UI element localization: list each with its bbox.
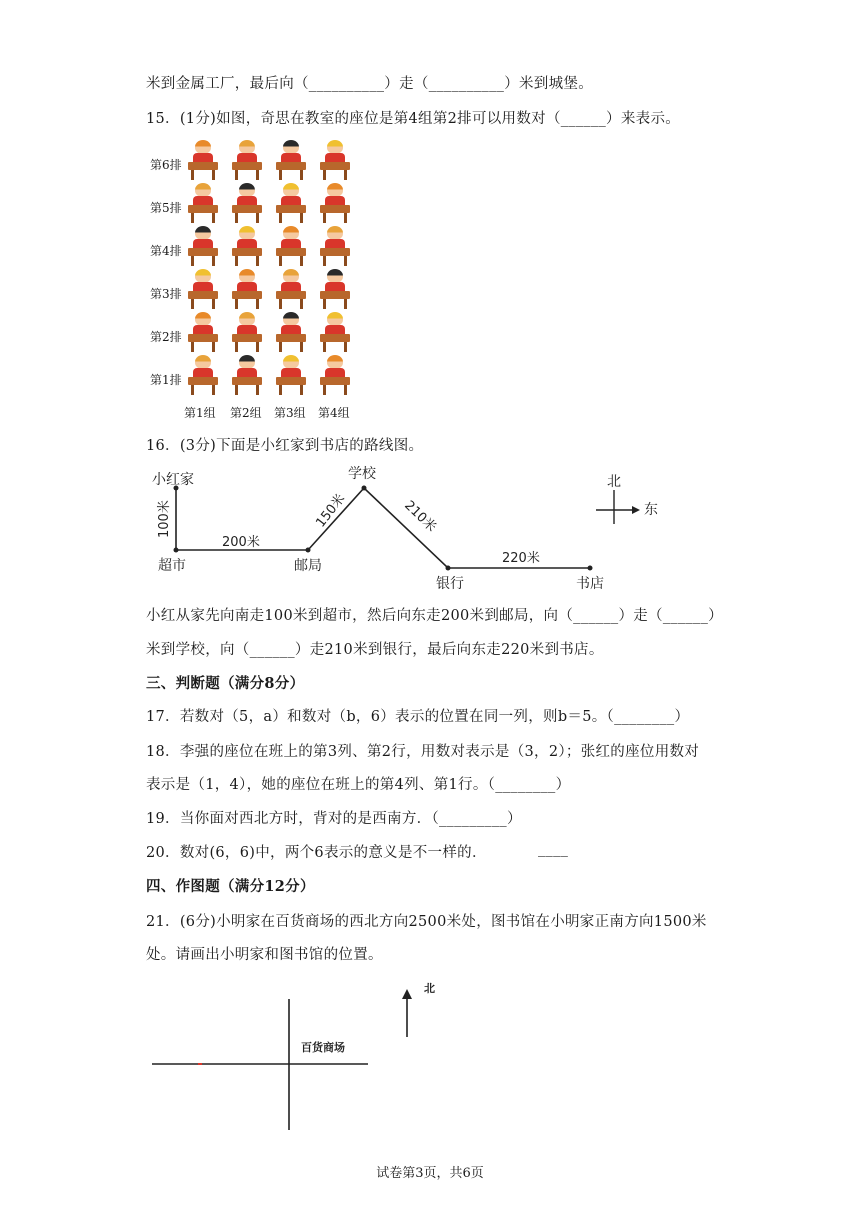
student-desk bbox=[230, 312, 264, 352]
student-desk bbox=[186, 140, 220, 180]
desk-icon bbox=[188, 377, 218, 385]
desk-icon bbox=[276, 248, 306, 256]
store-label: 百货商场 bbox=[301, 1041, 345, 1054]
bank-dot bbox=[446, 566, 451, 571]
classroom-figure bbox=[146, 136, 366, 426]
distance-school-bank: 210米 bbox=[401, 498, 439, 536]
student-desk bbox=[318, 226, 352, 266]
row-label-2: 第2排 bbox=[150, 330, 182, 344]
desk-leg bbox=[344, 299, 347, 309]
desk-leg bbox=[212, 342, 215, 352]
desk-leg bbox=[279, 170, 282, 180]
desk-leg bbox=[323, 299, 326, 309]
bank-label: 银行 bbox=[436, 576, 464, 592]
desk-leg bbox=[323, 170, 326, 180]
desk-icon bbox=[232, 205, 262, 213]
student-head-icon bbox=[283, 312, 299, 326]
desk-icon bbox=[232, 162, 262, 170]
desk-leg bbox=[300, 213, 303, 223]
student-head-icon bbox=[195, 269, 211, 283]
student-desk bbox=[318, 355, 352, 395]
student-head-icon bbox=[327, 269, 343, 283]
desk-leg bbox=[279, 299, 282, 309]
student-desk bbox=[230, 226, 264, 266]
student-desk bbox=[186, 269, 220, 309]
desk-icon bbox=[320, 205, 350, 213]
desk-leg bbox=[344, 385, 347, 395]
student-head-icon bbox=[239, 269, 255, 283]
desk-leg bbox=[235, 170, 238, 180]
student-head-icon bbox=[283, 269, 299, 283]
student-head-icon bbox=[239, 226, 255, 240]
question-21-line-2: 处。请画出小明家和图书馆的位置。 bbox=[146, 947, 383, 963]
desk-leg bbox=[300, 342, 303, 352]
student-head-icon bbox=[283, 140, 299, 154]
desk-leg bbox=[344, 342, 347, 352]
desk-icon bbox=[188, 334, 218, 342]
desk-icon bbox=[276, 377, 306, 385]
desk-icon bbox=[320, 162, 350, 170]
student-desk bbox=[230, 355, 264, 395]
route-map bbox=[146, 460, 666, 595]
student-desk bbox=[230, 183, 264, 223]
north-arrow-label: 北 bbox=[424, 982, 435, 995]
desk-icon bbox=[188, 205, 218, 213]
question-16: 16．(3分)下面是小红家到书店的路线图。 bbox=[146, 438, 424, 454]
student-desk bbox=[274, 183, 308, 223]
desk-leg bbox=[300, 385, 303, 395]
student-desk bbox=[230, 269, 264, 309]
student-head-icon bbox=[239, 312, 255, 326]
row-label-6: 第6排 bbox=[150, 158, 182, 172]
row-label-4: 第4排 bbox=[150, 244, 182, 258]
distance-post-school: 150米 bbox=[313, 491, 349, 531]
student-head-icon bbox=[327, 312, 343, 326]
desk-leg bbox=[279, 256, 282, 266]
student-head-icon bbox=[195, 355, 211, 369]
distance-home-market: 100米 bbox=[157, 500, 172, 538]
desk-icon bbox=[320, 248, 350, 256]
student-desk bbox=[186, 183, 220, 223]
desk-leg bbox=[323, 256, 326, 266]
desk-leg bbox=[256, 256, 259, 266]
distance-bank-bookstore: 220米 bbox=[502, 551, 540, 566]
desk-leg bbox=[191, 256, 194, 266]
section-3-heading: 三、判断题（满分8分） bbox=[146, 675, 305, 692]
student-head-icon bbox=[239, 183, 255, 197]
student-desk bbox=[186, 226, 220, 266]
desk-leg bbox=[191, 385, 194, 395]
desk-leg bbox=[300, 299, 303, 309]
desk-leg bbox=[344, 170, 347, 180]
student-desk bbox=[230, 140, 264, 180]
desk-icon bbox=[320, 377, 350, 385]
student-desk bbox=[274, 355, 308, 395]
student-desk bbox=[318, 140, 352, 180]
desk-leg bbox=[256, 342, 259, 352]
desk-leg bbox=[212, 213, 215, 223]
student-head-icon bbox=[327, 355, 343, 369]
student-desk bbox=[274, 226, 308, 266]
question-21-line-1: 21．(6分)小明家在百货商场的西北方向2500米处，图书馆在小明家正南方向1500米 bbox=[146, 914, 707, 930]
distance-market-post: 200米 bbox=[222, 535, 260, 550]
desk-leg bbox=[256, 170, 259, 180]
desk-leg bbox=[256, 385, 259, 395]
desk-icon bbox=[232, 291, 262, 299]
student-head-icon bbox=[239, 355, 255, 369]
student-head-icon bbox=[283, 183, 299, 197]
bookstore-dot bbox=[588, 566, 593, 571]
desk-icon bbox=[276, 162, 306, 170]
compass-icon bbox=[596, 474, 658, 524]
student-desk bbox=[318, 183, 352, 223]
post-label: 邮局 bbox=[294, 558, 322, 574]
question-18-line-2: 表示是（1，4），她的座位在班上的第4列、第1行。（________） bbox=[146, 777, 571, 793]
question-20-blank[interactable]: ____ bbox=[538, 841, 569, 857]
desk-leg bbox=[344, 213, 347, 223]
desk-leg bbox=[235, 385, 238, 395]
desk-leg bbox=[212, 385, 215, 395]
student-desk bbox=[186, 355, 220, 395]
desk-leg bbox=[191, 299, 194, 309]
student-head-icon bbox=[327, 183, 343, 197]
student-desk bbox=[274, 312, 308, 352]
desk-icon bbox=[232, 334, 262, 342]
desk-leg bbox=[256, 213, 259, 223]
desk-leg bbox=[235, 299, 238, 309]
group-label-3: 第3组 bbox=[274, 406, 306, 420]
school-label: 学校 bbox=[348, 466, 376, 482]
bookstore-label: 书店 bbox=[576, 576, 604, 592]
student-head-icon bbox=[195, 183, 211, 197]
student-head-icon bbox=[283, 226, 299, 240]
compass-east-label: 东 bbox=[644, 502, 658, 518]
desk-leg bbox=[279, 213, 282, 223]
question-16-text-2: 米到学校，向（______）走210米到银行，最后向东走220米到书店。 bbox=[146, 642, 604, 658]
desk-icon bbox=[188, 248, 218, 256]
student-head-icon bbox=[327, 226, 343, 240]
desk-icon bbox=[276, 205, 306, 213]
student-desk bbox=[186, 312, 220, 352]
group-label-4: 第4组 bbox=[318, 406, 350, 420]
group-label-1: 第1组 bbox=[184, 406, 216, 420]
desk-icon bbox=[232, 248, 262, 256]
desk-leg bbox=[279, 385, 282, 395]
student-desk bbox=[274, 269, 308, 309]
question-19: 19．当你面对西北方时，背对的是西南方．（_________） bbox=[146, 811, 522, 827]
desk-leg bbox=[235, 256, 238, 266]
question-20: 20．数对(6，6)中，两个6表示的意义是不一样的． bbox=[146, 845, 487, 861]
north-arrow-icon bbox=[402, 982, 435, 1037]
desk-icon bbox=[232, 377, 262, 385]
desk-leg bbox=[212, 299, 215, 309]
desk-leg bbox=[212, 170, 215, 180]
desk-leg bbox=[191, 342, 194, 352]
school-dot bbox=[362, 486, 367, 491]
desk-icon bbox=[320, 334, 350, 342]
student-head-icon bbox=[283, 355, 299, 369]
desk-leg bbox=[212, 256, 215, 266]
student-head-icon bbox=[195, 226, 211, 240]
desk-icon bbox=[188, 291, 218, 299]
desk-leg bbox=[300, 170, 303, 180]
question-17: 17．若数对（5，a）和数对（b，6）表示的位置在同一列，则b＝5。（________） bbox=[146, 709, 690, 725]
desk-icon bbox=[276, 291, 306, 299]
student-head-icon bbox=[239, 140, 255, 154]
section-4-heading: 四、作图题（满分12分） bbox=[146, 878, 315, 895]
desk-leg bbox=[256, 299, 259, 309]
student-head-icon bbox=[327, 140, 343, 154]
question-15: 15．(1分)如图，奇思在教室的座位是第4组第2排可以用数对（______）来表示。 bbox=[146, 111, 681, 127]
desk-leg bbox=[323, 385, 326, 395]
desk-leg bbox=[235, 342, 238, 352]
row-label-5: 第5排 bbox=[150, 201, 182, 215]
row-label-3: 第3排 bbox=[150, 287, 182, 301]
market-label: 超市 bbox=[158, 558, 186, 574]
home-label: 小红家 bbox=[152, 472, 194, 488]
group-label-2: 第2组 bbox=[230, 406, 262, 420]
drawing-area[interactable] bbox=[146, 975, 466, 1140]
post-dot bbox=[306, 548, 311, 553]
row-label-1: 第1排 bbox=[150, 373, 182, 387]
question-18-line-1: 18．李强的座位在班上的第3列、第2行，用数对表示是（3，2）；张红的座位用数对 bbox=[146, 744, 700, 760]
question-16-text-1: 小红从家先向南走100米到超市，然后向东走200米到邮局，向（______）走（______） bbox=[146, 608, 723, 624]
desk-leg bbox=[323, 213, 326, 223]
compass-north-label: 北 bbox=[607, 474, 621, 490]
student-head-icon bbox=[195, 140, 211, 154]
market-dot bbox=[174, 548, 179, 553]
student-desk bbox=[318, 269, 352, 309]
desk-icon bbox=[188, 162, 218, 170]
student-desk bbox=[318, 312, 352, 352]
student-desk bbox=[274, 140, 308, 180]
student-head-icon bbox=[195, 312, 211, 326]
line-continuation: 米到金属工厂，最后向（__________）走（__________）米到城堡。 bbox=[146, 76, 593, 92]
page-footer: 试卷第3页，共6页 bbox=[376, 1166, 484, 1181]
desk-leg bbox=[191, 213, 194, 223]
desk-leg bbox=[323, 342, 326, 352]
desk-leg bbox=[344, 256, 347, 266]
desk-leg bbox=[235, 213, 238, 223]
desk-leg bbox=[300, 256, 303, 266]
desk-icon bbox=[276, 334, 306, 342]
desk-icon bbox=[320, 291, 350, 299]
desk-leg bbox=[191, 170, 194, 180]
desk-leg bbox=[279, 342, 282, 352]
